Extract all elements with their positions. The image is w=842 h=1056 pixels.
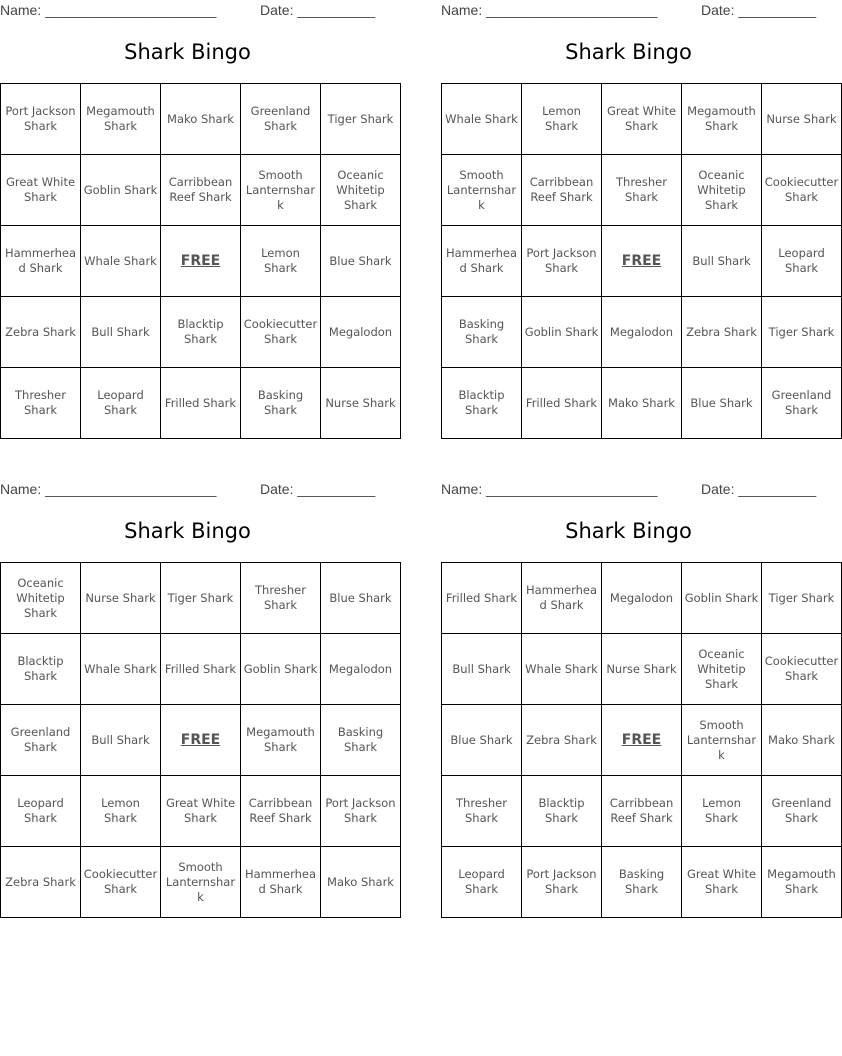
bingo-cell: Smooth Lanternshark bbox=[442, 155, 522, 226]
grid-row bbox=[442, 297, 842, 368]
bingo-cell: Mako Shark bbox=[602, 368, 682, 439]
bingo-cell: Mako Shark bbox=[762, 705, 842, 776]
bingo-cell: Blacktip Shark bbox=[522, 776, 602, 847]
bingo-cell: Megamouth Shark bbox=[682, 84, 762, 155]
bingo-cell: Oceanic Whitetip Shark bbox=[682, 634, 762, 705]
card-header bbox=[0, 481, 375, 499]
bingo-cell: Great White Shark bbox=[682, 847, 762, 918]
bingo-cell: Basking Shark bbox=[442, 297, 522, 368]
bingo-cell: Thresher Shark bbox=[602, 155, 682, 226]
bingo-cell: Lemon Shark bbox=[682, 776, 762, 847]
bingo-cell: Goblin Shark bbox=[682, 563, 762, 634]
bingo-cell: Great White Shark bbox=[602, 84, 682, 155]
bingo-cell: Blue Shark bbox=[682, 368, 762, 439]
name-line: Name: ______________________ bbox=[441, 481, 658, 497]
bingo-cell: Oceanic Whitetip Shark bbox=[682, 155, 762, 226]
grid-row bbox=[442, 634, 842, 705]
bingo-card-3 bbox=[0, 479, 396, 914]
bingo-cell: Cookiecutter Shark bbox=[241, 297, 321, 368]
bingo-card-2 bbox=[441, 0, 839, 435]
bingo-cell: Smooth Lanternshark bbox=[161, 847, 241, 918]
bingo-cell: Blacktip Shark bbox=[442, 368, 522, 439]
grid-row bbox=[1, 563, 401, 634]
bingo-cell: Zebra Shark bbox=[1, 847, 81, 918]
card-header bbox=[0, 2, 375, 20]
grid-row bbox=[1, 847, 401, 918]
bingo-cell: Thresher Shark bbox=[241, 563, 321, 634]
grid-row bbox=[1, 155, 401, 226]
bingo-cell: Thresher Shark bbox=[1, 368, 81, 439]
bingo-cell: Cookiecutter Shark bbox=[762, 634, 842, 705]
bingo-cell: Whale Shark bbox=[81, 634, 161, 705]
date-line: Date: __________ bbox=[260, 2, 376, 18]
bingo-cell: Lemon Shark bbox=[81, 776, 161, 847]
free-space: FREE bbox=[161, 226, 241, 297]
card-header bbox=[441, 481, 816, 499]
bingo-cell: Frilled Shark bbox=[522, 368, 602, 439]
bingo-cell: Oceanic Whitetip Shark bbox=[321, 155, 401, 226]
grid-row bbox=[442, 705, 842, 776]
name-line: Name: ______________________ bbox=[0, 481, 217, 497]
grid-row bbox=[442, 368, 842, 439]
bingo-cell: Carribbean Reef Shark bbox=[522, 155, 602, 226]
bingo-cell: Megalodon bbox=[602, 563, 682, 634]
bingo-cell: Blacktip Shark bbox=[161, 297, 241, 368]
bingo-cell: Great White Shark bbox=[1, 155, 81, 226]
bingo-cell: Whale Shark bbox=[522, 634, 602, 705]
bingo-grid bbox=[0, 83, 401, 439]
bingo-cell: Smooth Lanternshark bbox=[241, 155, 321, 226]
bingo-cell: Megamouth Shark bbox=[81, 84, 161, 155]
card-title: Shark Bingo bbox=[565, 40, 692, 64]
bingo-cell: Bull Shark bbox=[81, 297, 161, 368]
bingo-card-1 bbox=[0, 0, 396, 435]
bingo-cell: Frilled Shark bbox=[161, 634, 241, 705]
bingo-cell: Oceanic Whitetip Shark bbox=[1, 563, 81, 634]
date-line: Date: __________ bbox=[260, 481, 376, 497]
bingo-cell: Carribbean Reef Shark bbox=[161, 155, 241, 226]
bingo-grid bbox=[441, 562, 842, 918]
bingo-cell: Goblin Shark bbox=[522, 297, 602, 368]
grid-row bbox=[1, 297, 401, 368]
bingo-cell: Nurse Shark bbox=[602, 634, 682, 705]
bingo-cell: Whale Shark bbox=[442, 84, 522, 155]
bingo-cell: Basking Shark bbox=[241, 368, 321, 439]
bingo-cell: Bull Shark bbox=[682, 226, 762, 297]
bingo-cell: Carribbean Reef Shark bbox=[241, 776, 321, 847]
bingo-cell: Greenland Shark bbox=[241, 84, 321, 155]
bingo-cell: Smooth Lanternshark bbox=[682, 705, 762, 776]
grid-row bbox=[1, 368, 401, 439]
bingo-cell: Megalodon bbox=[602, 297, 682, 368]
grid-row bbox=[1, 705, 401, 776]
bingo-cell: Megamouth Shark bbox=[241, 705, 321, 776]
bingo-cell: Port Jackson Shark bbox=[1, 84, 81, 155]
bingo-cell: Greenland Shark bbox=[762, 776, 842, 847]
bingo-cell: Blue Shark bbox=[321, 563, 401, 634]
bingo-cell: Basking Shark bbox=[321, 705, 401, 776]
bingo-cell: Mako Shark bbox=[161, 84, 241, 155]
bingo-cell: Cookiecutter Shark bbox=[762, 155, 842, 226]
bingo-cell: Zebra Shark bbox=[682, 297, 762, 368]
bingo-cell: Tiger Shark bbox=[762, 563, 842, 634]
bingo-cell: Greenland Shark bbox=[1, 705, 81, 776]
bingo-cell: Blue Shark bbox=[321, 226, 401, 297]
bingo-cell: Leopard Shark bbox=[762, 226, 842, 297]
bingo-cell: Whale Shark bbox=[81, 226, 161, 297]
bingo-cell: Lemon Shark bbox=[522, 84, 602, 155]
bingo-cell: Thresher Shark bbox=[442, 776, 522, 847]
bingo-cell: Mako Shark bbox=[321, 847, 401, 918]
card-header bbox=[441, 2, 816, 20]
grid-row bbox=[442, 776, 842, 847]
bingo-cell: Nurse Shark bbox=[321, 368, 401, 439]
bingo-grid bbox=[0, 562, 401, 918]
grid-row bbox=[442, 84, 842, 155]
bingo-cell: Megamouth Shark bbox=[762, 847, 842, 918]
bingo-cell: Blacktip Shark bbox=[1, 634, 81, 705]
bingo-cell: Bull Shark bbox=[442, 634, 522, 705]
grid-row bbox=[442, 563, 842, 634]
bingo-cell: Basking Shark bbox=[602, 847, 682, 918]
bingo-cell: Leopard Shark bbox=[442, 847, 522, 918]
grid-row bbox=[1, 634, 401, 705]
bingo-cell: Hammerhead Shark bbox=[241, 847, 321, 918]
bingo-cell: Lemon Shark bbox=[241, 226, 321, 297]
bingo-cell: Zebra Shark bbox=[1, 297, 81, 368]
bingo-cell: Megalodon bbox=[321, 634, 401, 705]
bingo-cell: Tiger Shark bbox=[161, 563, 241, 634]
bingo-cell: Hammerhead Shark bbox=[1, 226, 81, 297]
bingo-cell: Megalodon bbox=[321, 297, 401, 368]
card-title: Shark Bingo bbox=[124, 519, 251, 543]
grid-row bbox=[1, 84, 401, 155]
date-line: Date: __________ bbox=[701, 2, 817, 18]
grid-row bbox=[1, 226, 401, 297]
date-line: Date: __________ bbox=[701, 481, 817, 497]
bingo-cell: Carribbean Reef Shark bbox=[602, 776, 682, 847]
bingo-cell: Port Jackson Shark bbox=[522, 226, 602, 297]
bingo-cell: Great White Shark bbox=[161, 776, 241, 847]
card-title: Shark Bingo bbox=[124, 40, 251, 64]
bingo-card-4 bbox=[441, 479, 839, 914]
name-line: Name: ______________________ bbox=[0, 2, 217, 18]
bingo-cell: Tiger Shark bbox=[762, 297, 842, 368]
bingo-cell: Leopard Shark bbox=[1, 776, 81, 847]
grid-row bbox=[442, 155, 842, 226]
bingo-cell: Tiger Shark bbox=[321, 84, 401, 155]
free-space: FREE bbox=[602, 226, 682, 297]
free-space: FREE bbox=[161, 705, 241, 776]
grid-row bbox=[442, 847, 842, 918]
bingo-cell: Hammerhead Shark bbox=[522, 563, 602, 634]
bingo-cell: Nurse Shark bbox=[81, 563, 161, 634]
free-space: FREE bbox=[602, 705, 682, 776]
bingo-cell: Port Jackson Shark bbox=[321, 776, 401, 847]
bingo-cell: Nurse Shark bbox=[762, 84, 842, 155]
card-title: Shark Bingo bbox=[565, 519, 692, 543]
bingo-cell: Cookiecutter Shark bbox=[81, 847, 161, 918]
bingo-cell: Port Jackson Shark bbox=[522, 847, 602, 918]
bingo-cell: Hammerhead Shark bbox=[442, 226, 522, 297]
bingo-cell: Bull Shark bbox=[81, 705, 161, 776]
bingo-cell: Leopard Shark bbox=[81, 368, 161, 439]
grid-row bbox=[1, 776, 401, 847]
bingo-cell: Zebra Shark bbox=[522, 705, 602, 776]
bingo-cell: Goblin Shark bbox=[81, 155, 161, 226]
bingo-grid bbox=[441, 83, 842, 439]
bingo-cell: Frilled Shark bbox=[442, 563, 522, 634]
bingo-cell: Blue Shark bbox=[442, 705, 522, 776]
bingo-cell: Goblin Shark bbox=[241, 634, 321, 705]
grid-row bbox=[442, 226, 842, 297]
bingo-cell: Frilled Shark bbox=[161, 368, 241, 439]
name-line: Name: ______________________ bbox=[441, 2, 658, 18]
bingo-cell: Greenland Shark bbox=[762, 368, 842, 439]
